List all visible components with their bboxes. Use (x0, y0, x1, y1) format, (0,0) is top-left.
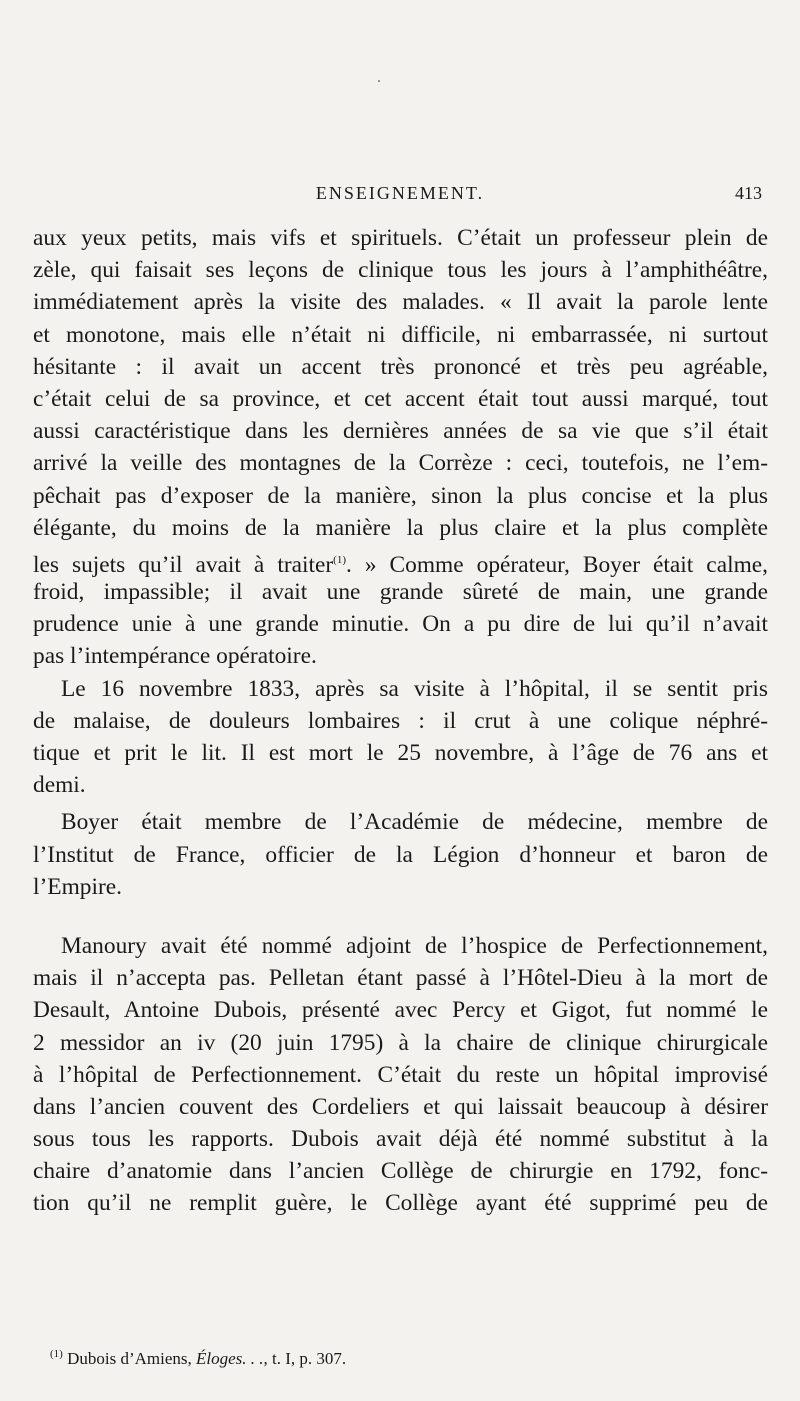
text-line: l’Institut de France, officier de la Légion d’honneur et baron de (33, 841, 768, 868)
text-line: de malaise, de douleurs lombaires : il crut à une colique néphré- (33, 707, 768, 734)
text-line: Desault, Antoine Dubois, présenté avec Percy et Gigot, fut nommé le (33, 997, 768, 1024)
footnote-marker-text: (1) (50, 1348, 63, 1360)
text-line: à l’hôpital de Perfectionnement. C’était du reste un hôpital improvisé (33, 1061, 768, 1088)
text-line: élégante, du moins de la manière la plus claire et la plus complète (33, 514, 768, 541)
text-line: arrivé la veille des montagnes de la Corrèze : ceci, toutefois, ne l’em- (33, 450, 768, 477)
paragraph (33, 806, 768, 903)
footnote-reference: (1) (333, 553, 346, 566)
footnote-text: Dubois d’Amiens, (67, 1349, 196, 1368)
text-line: chaire d’anatomie dans l’ancien Collège de chirurgie en 1792, fonc- (33, 1158, 768, 1185)
paragraph (33, 930, 768, 1220)
text-line (33, 544, 768, 576)
text-line: Manoury avait été nommé adjoint de l’hospice de Perfectionnement, (61, 932, 768, 959)
text-line: 2 messidor an iv (20 juin 1795) à la chaire de clinique chirurgicale (33, 1029, 768, 1056)
footnote-marker (50, 1349, 63, 1368)
paragraph (33, 222, 768, 673)
body-text (33, 222, 768, 1220)
line-text: . » Comme opérateur, Boyer était calme, (346, 551, 768, 578)
line-text: les sujets qu’il avait à traiter (33, 551, 334, 578)
text-line: hésitante : il avait un accent très prononcé et très peu agréable, (33, 353, 768, 380)
footnote-rest: , t. I, p. 307. (263, 1349, 347, 1368)
footnote (50, 1348, 346, 1369)
text-line: Le 16 novembre 1833, après sa visite à l’hôpital, il se sentit pris (61, 675, 768, 702)
text-line: aux yeux petits, mais vifs et spirituels. C’était un professeur plein de (33, 225, 768, 251)
text-line: froid, impassible; il avait une grande sûreté de main, une grande (33, 579, 768, 606)
text-line: dans l’ancien couvent des Cordeliers et qui laissait beaucoup à désirer (33, 1093, 768, 1120)
text-line: tique et prit le lit. Il est mort le 25 novembre, à l’âge de 76 ans et (33, 740, 768, 766)
page-number: 413 (735, 183, 762, 203)
text-line: tion qu’il ne remplit guère, le Collège ayant été supprimé peu de (33, 1190, 768, 1217)
text-line: pêchait pas d’exposer de la manière, sinon la plus concise et la plus (33, 482, 768, 509)
text-line: c’était celui de sa province, et cet accent était tout aussi marqué, tout (33, 385, 768, 412)
text-line: prudence unie à une grande minutie. On a pu dire de lui qu’il n’avait (33, 611, 768, 638)
footnote-title: Éloges. . . (196, 1349, 264, 1368)
text-line: zèle, qui faisait ses leçons de clinique tous les jours à l’amphithéâtre, (33, 257, 768, 284)
section-gap (33, 903, 768, 930)
text-line: l’Empire. (33, 873, 122, 900)
paragraph (33, 673, 768, 802)
text-line: pas l’intempérance opératoire. (33, 643, 317, 670)
text-line: et monotone, mais elle n’était ni difficile, ni embarrassée, ni surtout (33, 321, 768, 348)
text-line: demi. (33, 772, 86, 799)
text-line: sous tous les rapports. Dubois avait déjà été nommé substitut à la (33, 1126, 768, 1153)
text-line: mais il n’accepta pas. Pelletan étant passé à l’Hôtel-Dieu à la mort de (33, 965, 768, 992)
text-line: immédiatement après la visite des malades. « Il avait la parole lente (33, 289, 768, 316)
page-header (0, 183, 800, 211)
text-line: aussi caractéristique dans les dernières années de sa vie que s’il était (33, 418, 768, 445)
speck (378, 80, 380, 82)
running-title: ENSEIGNEMENT. (315, 183, 485, 203)
text-line: Boyer était membre de l’Académie de médecine, membre de (61, 809, 768, 836)
